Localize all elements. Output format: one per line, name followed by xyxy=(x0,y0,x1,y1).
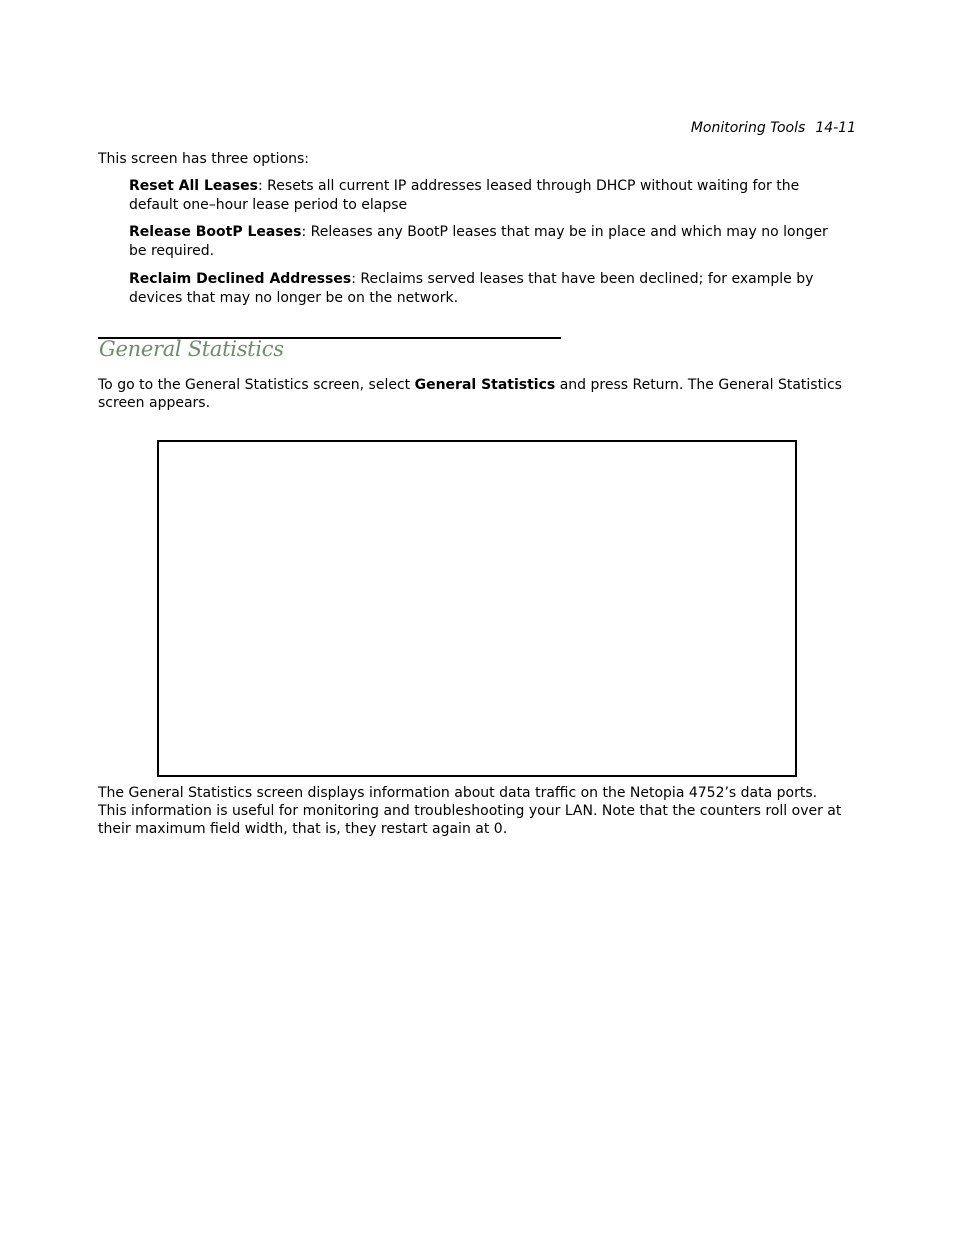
option-release-bootp-leases xyxy=(129,223,844,260)
option-reset-all-leases xyxy=(129,177,844,214)
screenshot-frame xyxy=(157,440,797,777)
option-description: : Reclaims served leases that have been declined; for example by devices that may no longer be on the network. xyxy=(129,271,814,306)
section-heading: General Statistics xyxy=(99,337,284,361)
intro-paragraph: This screen has three options: xyxy=(98,151,310,167)
goto-text-after: and press Return. The General Statistics screen appears. xyxy=(98,377,842,411)
page-number: 14-11 xyxy=(815,120,856,136)
option-reclaim-declined-addresses xyxy=(129,270,844,307)
option-term: Reset All Leases xyxy=(129,178,259,194)
running-header-section: Monitoring Tools xyxy=(690,120,806,136)
option-description: : Releases any BootP leases that may be in place and which may no longer be required. xyxy=(129,224,828,259)
goto-paragraph xyxy=(98,376,843,412)
goto-text-before: To go to the General Statistics screen, select xyxy=(98,377,415,393)
option-term: Release BootP Leases xyxy=(129,224,302,240)
option-term: Reclaim Declined Addresses xyxy=(129,271,352,287)
running-header xyxy=(691,120,856,136)
option-description: : Resets all current IP addresses leased through DHCP without waiting for the default one–hour lease period to elapse xyxy=(129,178,800,213)
goto-menu-item: General Statistics xyxy=(414,377,556,393)
description-paragraph: The General Statistics screen displays information about data traffic on the Netopia 4752’s data ports. This information is useful for monitoring and troubleshooting your LAN. Note that the counters roll over at their maximum field width, that is, they restart again at 0. xyxy=(98,785,842,837)
